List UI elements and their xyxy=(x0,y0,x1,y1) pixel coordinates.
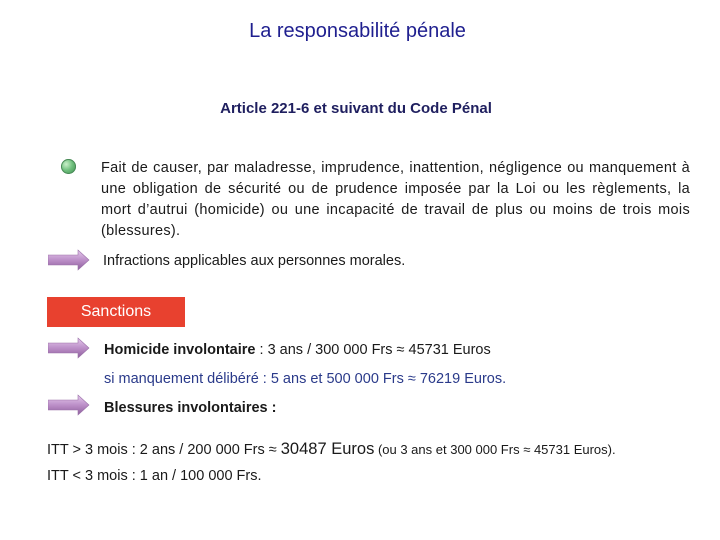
blessures-label: Blessures involontaires : xyxy=(104,400,277,416)
sanctions-banner xyxy=(47,297,185,327)
itt-sup-prefix: ITT > 3 mois : 2 ans / 200 000 Frs ≈ xyxy=(47,442,281,458)
itt-sup-amount: 30487 Euros xyxy=(280,440,375,458)
right-arrow-icon xyxy=(48,394,90,416)
homicide-label: Homicide involontaire xyxy=(104,342,256,358)
right-arrow-icon xyxy=(48,337,90,359)
homicide-line xyxy=(104,342,491,358)
itt-inf-line: ITT < 3 mois : 1 an / 100 000 Frs. xyxy=(47,468,262,484)
homicide-value: : 3 ans / 300 000 Frs ≈ 45731 Euros xyxy=(255,342,491,358)
itt-sup-line xyxy=(47,440,616,459)
page-title: La responsabilité pénale xyxy=(249,20,466,42)
personnes-morales-text: Infractions applicables aux personnes morales. xyxy=(103,253,406,269)
article-subtitle: Article 221-6 et suivant du Code Pénal xyxy=(220,100,492,117)
itt-sup-note: (ou 3 ans et 300 000 Frs ≈ 45731 Euros). xyxy=(374,442,616,457)
sanctions-label: Sanctions xyxy=(80,303,152,320)
right-arrow-icon xyxy=(48,249,90,271)
green-bullet-icon xyxy=(61,159,76,174)
manquement-line: si manquement délibéré : 5 ans et 500 000 Frs ≈ 76219 Euros. xyxy=(104,371,507,387)
definition-paragraph: Fait de causer, par maladresse, imprudence, inattention, négligence ou manquement à une obligation de sécurité ou de prudence imposée par la Loi ou les règlements, la mort d’autrui (homicide) ou une incapacité de travail de plus ou moins de trois mois (blessures). xyxy=(101,160,690,239)
